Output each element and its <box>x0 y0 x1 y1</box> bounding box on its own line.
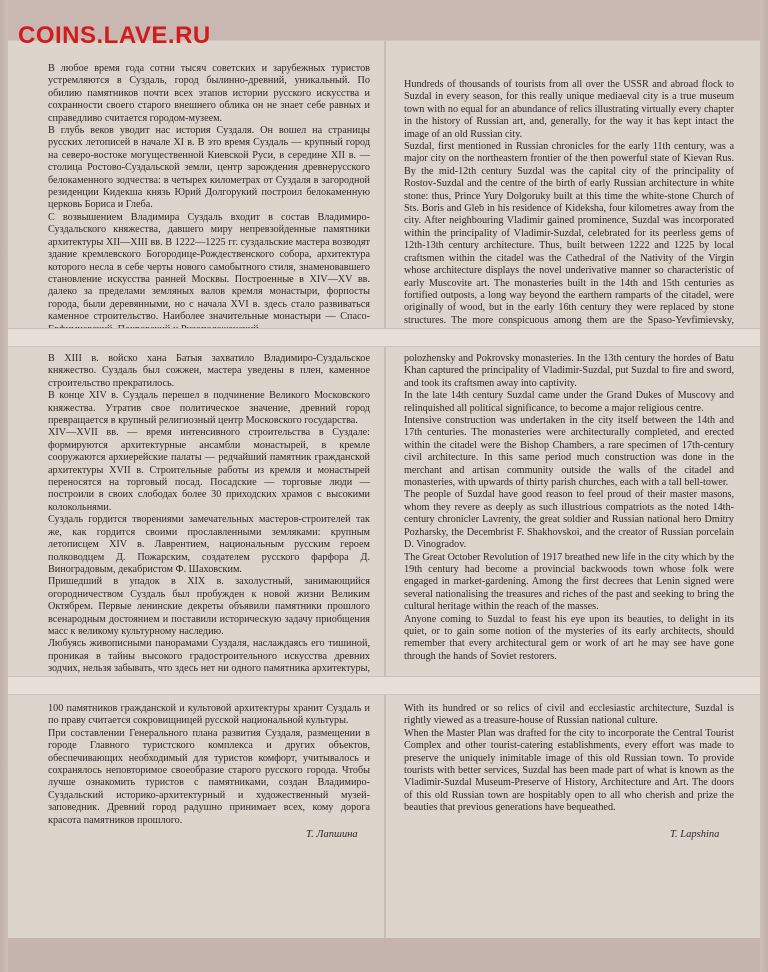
column-divider <box>384 695 386 939</box>
english-text-column <box>404 703 734 815</box>
page-left-edge <box>0 0 8 972</box>
author-signature-english: T. Lapshina <box>670 829 720 840</box>
paragraph: Intensive construction was undertaken in the city itself between the 14th and 17th centuries. The monasteries were architecturally completed, and erected within the citadel were the Bishop Chambers, a rare specimen of 17th-century civil architecture. In this same period much construction was done in the merchant and artisan community outside the walls of the citadel and monasteries, with upwards of thirty parish churches, each with a tall bell-tower. <box>404 415 734 489</box>
booklet-panel-1 <box>8 40 760 330</box>
booklet-panel-2 <box>8 346 760 678</box>
paragraph: При составлении Генерального плана развития Суздаля, размещении в городе Главного туристского комплекса и других объектов, обеспечивающих необходимый для туристов комфорт, учитывалось и сохранялось неповторимое своеобразие старого русского города. Чтобы лучше ознакомить туристов с памятниками, создан Владимиро-Суздальский историко-архитектурный и художественный музей-заповедник. Древний город радушно принимает всех, кому дорога красота памятников прошлого. <box>48 727 370 826</box>
paragraph: В любое время года сотни тысяч советских и зарубежных туристов устремляются в Суздаль, город былинно-древний, уникальный. По обилию памятников почти всех этапов истории русского искусства и сохранности своего старого внешнего облика он не знает себе равных и справедливо считается городом-музеем. <box>48 63 370 124</box>
page-fold <box>8 328 760 348</box>
paragraph: XIV—XVII вв. — время интенсивного строительства в Суздале: формируются архитектурные ансамбли монастырей, в кремле сооружаются архиерейские палаты — редчайший памятник гражданской архитектуры XVII в. Строительные работы из кремля и монастырей переносятся на торговый посад. Посадские — торговые люди — построили в своих слободах более 30 приходских храмов с высокими колокольнями. <box>48 427 370 513</box>
page-fold <box>8 676 760 696</box>
booklet-panel-3 <box>8 694 760 940</box>
paragraph: Пришедший в упадок в XIX в. захолустный, занимающийся огородничеством Суздаль был пробужден к новой жизни Великим Октябрем. Первые ленинские декреты объявили памятники прошлого всенародным достоянием и поставили историческую задачу приобщения масс к великому культурному наследию. <box>48 576 370 637</box>
paragraph: In the late 14th century Suzdal came under the Grand Dukes of Muscovy and relinquished all political significance, to become a major religious centre. <box>404 390 734 414</box>
column-divider <box>384 347 386 677</box>
author-signature-russian: Т. Лапшина <box>306 829 358 840</box>
paragraph: Anyone coming to Suzdal to feast his eye upon its beauties, to delight in its quiet, or to gain some notion of the mysteries of its early architects, should remember that every architectural gem or work of art he may see have gone through the hands of Soviet restorers. <box>404 613 734 662</box>
column-divider <box>384 41 386 329</box>
paragraph: Hundreds of thousands of tourists from all over the USSR and abroad flock to Suzdal in every season, for this really unique mediaeval city is a true museum town with no equal for an abundance of relics illustrating virtually every chapter in the history of Russian art, and, generally, for the way it has kept intact the image of an old Russian city. <box>404 79 734 140</box>
page-bottom-edge <box>8 938 760 972</box>
english-text-column <box>404 353 734 663</box>
paragraph: Suzdal, first mentioned in Russian chronicles for the early 11th century, was a major city on the northeastern frontier of the then powerful state of Kievan Rus. By the mid-12th century Suzdal was the capital city of the principality of Rostov-Suzdal and the centre of the birth of early Russian architecture in white stone: thus, Prince Yury Dolgoruky built at this time the white-stone Church of Sts. Boris and Gleb in his residence of Kideksha, four kilometres away from the city. After neighbouring Vladimir gained prominence, Suzdal was incorporated within the principality of Vladimir-Suzdal, celebrated for its peerless gems of 12th-13th century architecture. Thus, built between 1222 and 1225 by local craftsmen within the citadel was the Cathedral of the Nativity of the Virgin whose architecture displays the novel underivative manner so characteristic of early Muscovite art. The monasteries built in the 14th and 15th centuries as fortified outposts, a long way beyond the earthern ramparts of the citadel, were originally of wood, but in the early 16th century they were replaced by stone structures. The more conspicuous among them are the Spaso-Yevfimievsky, <box>404 141 734 326</box>
paragraph: 100 памятников гражданской и культовой архитектуры хранит Суздаль и по праву считается сокровищницей русской национальной культуры. <box>48 703 370 727</box>
paragraph: polozhensky and Pokrovsky monasteries. In the 13th century the hordes of Batu Khan captured the principality of Vladimir-Suzdal, put Suzdal to fire and sword, and took its craftsmen away into captivity. <box>404 353 734 389</box>
paragraph: В конце XIV в. Суздаль перешел в подчинение Великого Московского княжества. Утратив свое политическое значение, древний город превращается в крупный религиозный центр Московского государства. <box>48 390 370 427</box>
paragraph: В XIII в. войско хана Батыя захватило Владимиро-Суздальское княжество. Суздаль был сожжен, мастера уведены в плен, каменное строительство прекратилось. <box>48 353 370 389</box>
paragraph: When the Master Plan was drafted for the city to incorporate the Central Tourist Complex and other tourist-catering establishments, every effort was made to preserve the uniquely inimitable image of this old Russian town. To provide tourists with better services, Suzdal has been made part of what is known as the Vladimir-Suzdal Museum-Preserve of History, Architecture and Art. The doors of this old Russian town are hospitably open to all who cherish and prize the beauties that previous generations have bequeathed. <box>404 727 734 814</box>
paragraph: Суздаль гордится творениями замечательных мастеров-строителей так же, как гордится своими прославленными земляками: крупным летописцем XIV в. Лаврентием, национальным русским героем полководцем Д. Пожарским, создателем русского фарфора Д. Виноградовым, декабристом Ф. Шаховским. <box>48 514 370 575</box>
russian-text-column <box>48 63 370 336</box>
english-text-column <box>404 79 734 340</box>
paragraph: В глубь веков уводит нас история Суздаля. Он вошел на страницы русских летописей в начале XI в. В это время Суздаль — крупный город на северо-востоке могущественной Киевской Руси, в середине XII в. — столица Ростово-Суздальской земли, центр зарождения древнерусского белокаменного зодчества: в четырех километрах от Суздаля в загородной резиденции Кидекша князь Юрий Долгорукий построил белокаменную церковь Бориса и Глеба. <box>48 125 370 211</box>
paragraph: With its hundred or so relics of civil and ecclesiastic architecture, Suzdal is rightly viewed as a treasure-house of Russian national culture. <box>404 703 734 727</box>
watermark: COINS.LAVE.RU <box>18 22 211 49</box>
paragraph: The Great October Revolution of 1917 breathed new life in the city which by the 19th century had become a provincial backwoods town whose folk were engaged in market-gardening. Among the first decrees that Lenin signed were several nationalising the treasures and riches of the past and seeking to bring the cultural heritage within the reach of the masses. <box>404 551 734 613</box>
page-right-edge <box>760 0 768 972</box>
paragraph: С возвышением Владимира Суздаль входит в состав Владимиро-Суздальского княжества, давшего миру непревзойденные памятники архитектуры XII—XIII вв. В 1222—1225 гг. суздальские мастера возводят здание кремлевского Богородице-Рождественского собора, архитектура которого несла в себе черты нового самобытного стиля, знаменовавшего становление искусства ранней Москвы. Построенные в XIV—XV вв. далеко за пределами земляных валов кремля монастыри, форпосты города, были деревянными, но с начала XVI в. здесь стало развиваться каменное строительство. Наиболее значительные монастыри — Спасо- <box>48 211 370 323</box>
paragraph: Любуясь живописными панорамами Суздаля, наслаждаясь его тишиной, проникая в тайны высокого градостроительного искусства древних зодчих, нельзя забывать, что здесь нет ни одного памятника архитектуры, <box>48 638 370 675</box>
russian-text-column <box>48 353 370 700</box>
russian-text-column <box>48 703 370 827</box>
paragraph: The people of Suzdal have good reason to feel proud of their master masons, whom they revere as deeply as such illustrious compatriots as the noted 14th-century chronicler Lavrenty, the great soldier and Russian national hero Dmitry Pozharsky, the Decembrist F. Shakhovskoi, and the creator of Russian porcelain D. Vinogradov. <box>404 489 734 551</box>
